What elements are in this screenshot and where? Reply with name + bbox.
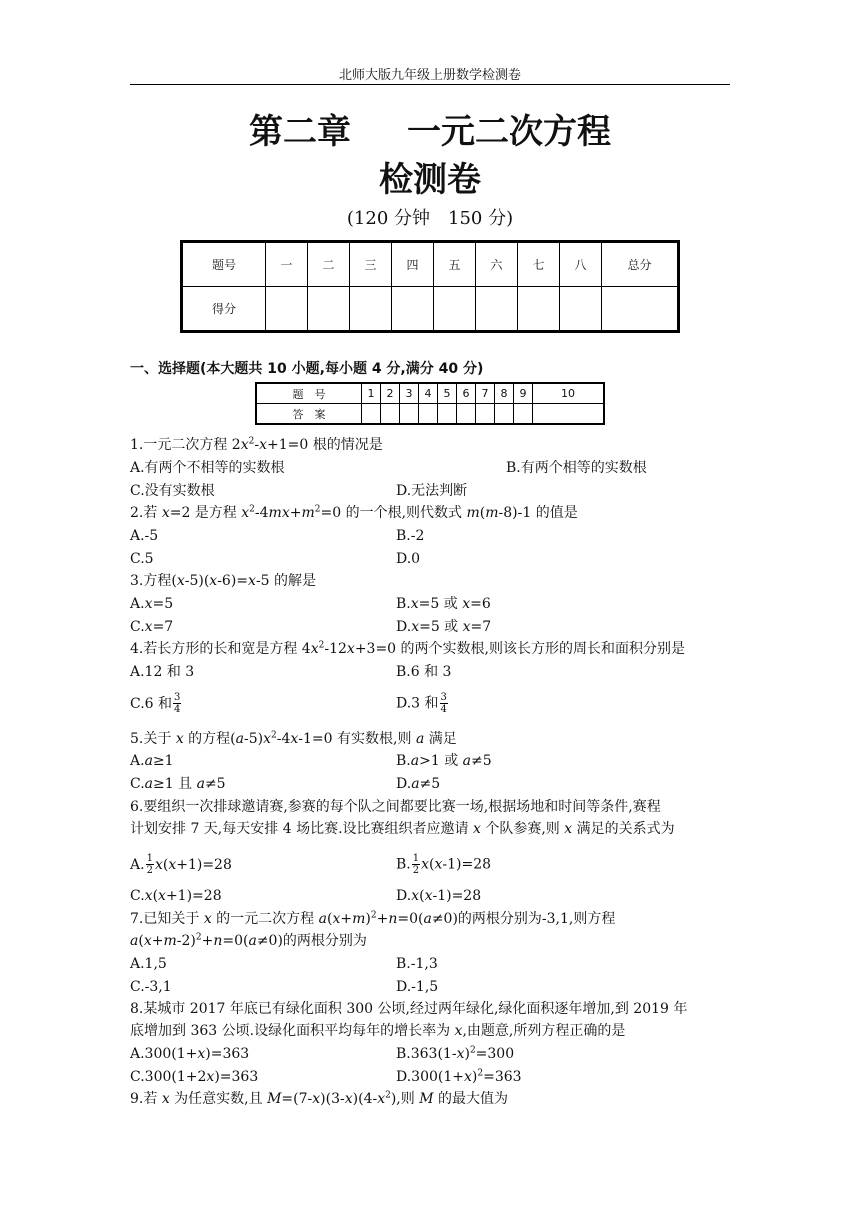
option-b: B.6 和 3 <box>396 664 452 680</box>
answer-number: 5 <box>438 383 457 404</box>
answer-number: 6 <box>457 383 476 404</box>
question-2-options <box>130 550 421 568</box>
answer-number: 3 <box>400 383 419 404</box>
score-header: 八 <box>560 242 602 287</box>
question-8-options <box>130 1045 515 1063</box>
score-cell[interactable] <box>476 287 518 332</box>
option-d: D.-1,5 <box>396 979 439 995</box>
question-9-stem: 9.若 x 为任意实数,且 $M=(7-x)(3-x)(4-x^2)$,则 M 的最大值为 <box>130 1090 509 1107</box>
question-3-options <box>130 618 492 636</box>
score-header: 七 <box>518 242 560 287</box>
answer-label: 题 号 <box>256 383 362 404</box>
answer-cell[interactable] <box>381 404 400 425</box>
question-6-stem: 6.要组织一次排球邀请赛,参赛的每个队之间都要比赛一场,根据场地和时间等条件,赛程 <box>130 799 661 815</box>
option-c: C.-3,1 <box>130 979 172 995</box>
option-b: B.a>1 或 a≠5 <box>396 753 492 769</box>
option-b: $B.363(1-x)^2=300$ <box>396 1045 515 1062</box>
score-cell[interactable] <box>308 287 350 332</box>
option-d: D.0 <box>396 551 421 567</box>
option-b: B.-2 <box>396 528 425 544</box>
option-c: C.6 和 $\frac{3}{4}$ <box>130 692 181 715</box>
score-cell[interactable] <box>518 287 560 332</box>
header-rule <box>130 84 730 85</box>
question-7-options <box>130 978 439 996</box>
score-cell[interactable] <box>560 287 602 332</box>
question-3-stem: 3.方程(x-5)(x-6)=x-5 的解是 <box>130 573 317 589</box>
option-c: C.a≥1 且 a≠5 <box>130 776 226 792</box>
option-a: A.300(1+x)=363 <box>130 1046 250 1062</box>
question-5-options <box>130 752 492 770</box>
option-d: D.x=5 或 x=7 <box>396 619 492 635</box>
option-b: B. $\frac{1}{2}$ x(x-1)=28 <box>396 853 492 876</box>
question-2-options <box>130 527 425 545</box>
option-d: $D.300(1+x)^2=363$ <box>396 1068 522 1085</box>
option-a: A.1,5 <box>130 956 167 972</box>
option-c: C.5 <box>130 551 154 567</box>
score-header: 三 <box>350 242 392 287</box>
option-b: B.x=5 或 x=6 <box>396 596 491 612</box>
question-3-options <box>130 595 491 613</box>
option-c: C.x=7 <box>130 619 174 635</box>
answer-label: 答 案 <box>256 404 362 425</box>
exam-duration-score: (120 分钟 150 分) <box>346 208 514 229</box>
score-cell[interactable] <box>266 287 308 332</box>
answer-number: 10 <box>533 383 605 404</box>
answer-number: 8 <box>495 383 514 404</box>
question-8-options <box>130 1068 522 1086</box>
answer-number: 7 <box>476 383 495 404</box>
option-a: A.-5 <box>130 528 159 544</box>
score-row-label: 得分 <box>182 287 266 332</box>
score-header: 四 <box>392 242 434 287</box>
answer-cell[interactable] <box>438 404 457 425</box>
question-7-stem: $a(x+m-2)^2+n=0(a\ne 0)$的两根分别为 <box>130 932 367 949</box>
score-cell[interactable] <box>434 287 476 332</box>
section-heading: 一、选择题(本大题共 10 小题,每小题 4 分,满分 40 分) <box>130 361 484 377</box>
question-4-options <box>130 692 447 715</box>
question-1-options <box>130 482 468 500</box>
option-a: A. $\frac{1}{2}$ x(x+1)=28 <box>130 853 232 876</box>
chapter-name: 一元二次方程 <box>407 112 611 152</box>
option-d: D.a≠5 <box>396 776 441 792</box>
question-1-options <box>130 459 647 477</box>
exam-title: 检测卷 <box>379 160 481 200</box>
score-header-total: 总分 <box>602 242 679 287</box>
answer-number: 9 <box>514 383 533 404</box>
score-cell[interactable] <box>392 287 434 332</box>
question-6-options <box>130 887 482 905</box>
option-a: A.x=5 <box>130 596 174 612</box>
chapter-number: 第二章 <box>249 112 351 152</box>
question-4-stem: 4.若长方形的长和宽是方程 $4x^2-12x+3=0$ 的两个实数根,则该长方形的周长和面积分别是 <box>130 640 685 657</box>
answer-cell[interactable] <box>476 404 495 425</box>
score-header: 六 <box>476 242 518 287</box>
question-7-options <box>130 955 438 973</box>
score-header-label: 题号 <box>182 242 266 287</box>
answer-number: 2 <box>381 383 400 404</box>
score-header: 一 <box>266 242 308 287</box>
answer-cell[interactable] <box>400 404 419 425</box>
answer-cell[interactable] <box>495 404 514 425</box>
answer-cell[interactable] <box>362 404 381 425</box>
question-6-options <box>130 853 492 876</box>
score-header: 五 <box>434 242 476 287</box>
question-4-options <box>130 663 452 681</box>
option-c: C.x(x+1)=28 <box>130 888 222 904</box>
answer-cell[interactable] <box>457 404 476 425</box>
option-b: B.-1,3 <box>396 956 438 972</box>
option-d: D.3 和 $\frac{3}{4}$ <box>396 692 447 715</box>
chapter-title <box>0 104 860 153</box>
question-5-options <box>130 775 441 793</box>
answer-cell[interactable] <box>514 404 533 425</box>
option-c: C.300(1+2x)=363 <box>130 1069 259 1085</box>
question-7-stem: 7.已知关于 x 的一元二次方程 $a(x+m)^2+n=0(a\ne 0)$的两根分别为-3,1,则方程 <box>130 910 616 927</box>
answer-table <box>255 382 605 425</box>
score-cell[interactable] <box>350 287 392 332</box>
score-header: 二 <box>308 242 350 287</box>
score-cell-total[interactable] <box>602 287 679 332</box>
answer-cell[interactable] <box>533 404 605 425</box>
answer-number: 4 <box>419 383 438 404</box>
answer-cell[interactable] <box>419 404 438 425</box>
option-a: A.12 和 3 <box>130 664 195 680</box>
option-b: B.有两个相等的实数根 <box>506 460 647 476</box>
question-2-stem: 2.若 x=2 是方程 $x^2-4mx+m^2=0$ 的一个根,则代数式 m(m-8)-1 的值是 <box>130 504 578 521</box>
question-1-stem: 1.一元二次方程 $2x^2-x+1=0$ 根的情况是 <box>130 436 383 453</box>
option-a: A.a≥1 <box>130 753 174 769</box>
running-header: 北师大版九年级上册数学检测卷 <box>338 68 521 83</box>
answer-number: 1 <box>362 383 381 404</box>
question-8-stem: 8.某城市 2017 年底已有绿化面积 300 公顷,经过两年绿化,绿化面积逐年增加,到 2019 年 <box>130 1001 688 1017</box>
option-a: A.有两个不相等的实数根 <box>130 460 285 476</box>
score-table <box>180 240 680 333</box>
option-d: D.无法判断 <box>396 483 468 499</box>
question-5-stem: 5.关于 x 的方程$(a-5)x^2-4x-1=0$ 有实数根,则 a 满足 <box>130 730 457 747</box>
question-8-stem: 底增加到 363 公顷.设绿化面积平均每年的增长率为 x,由题意,所列方程正确的是 <box>130 1023 626 1039</box>
question-6-stem: 计划安排 7 天,每天安排 4 场比赛.设比赛组织者应邀请 x 个队参赛,则 x 满足的关系式为 <box>130 821 675 837</box>
option-d: D.x(x-1)=28 <box>396 888 482 904</box>
option-c: C.没有实数根 <box>130 483 215 499</box>
